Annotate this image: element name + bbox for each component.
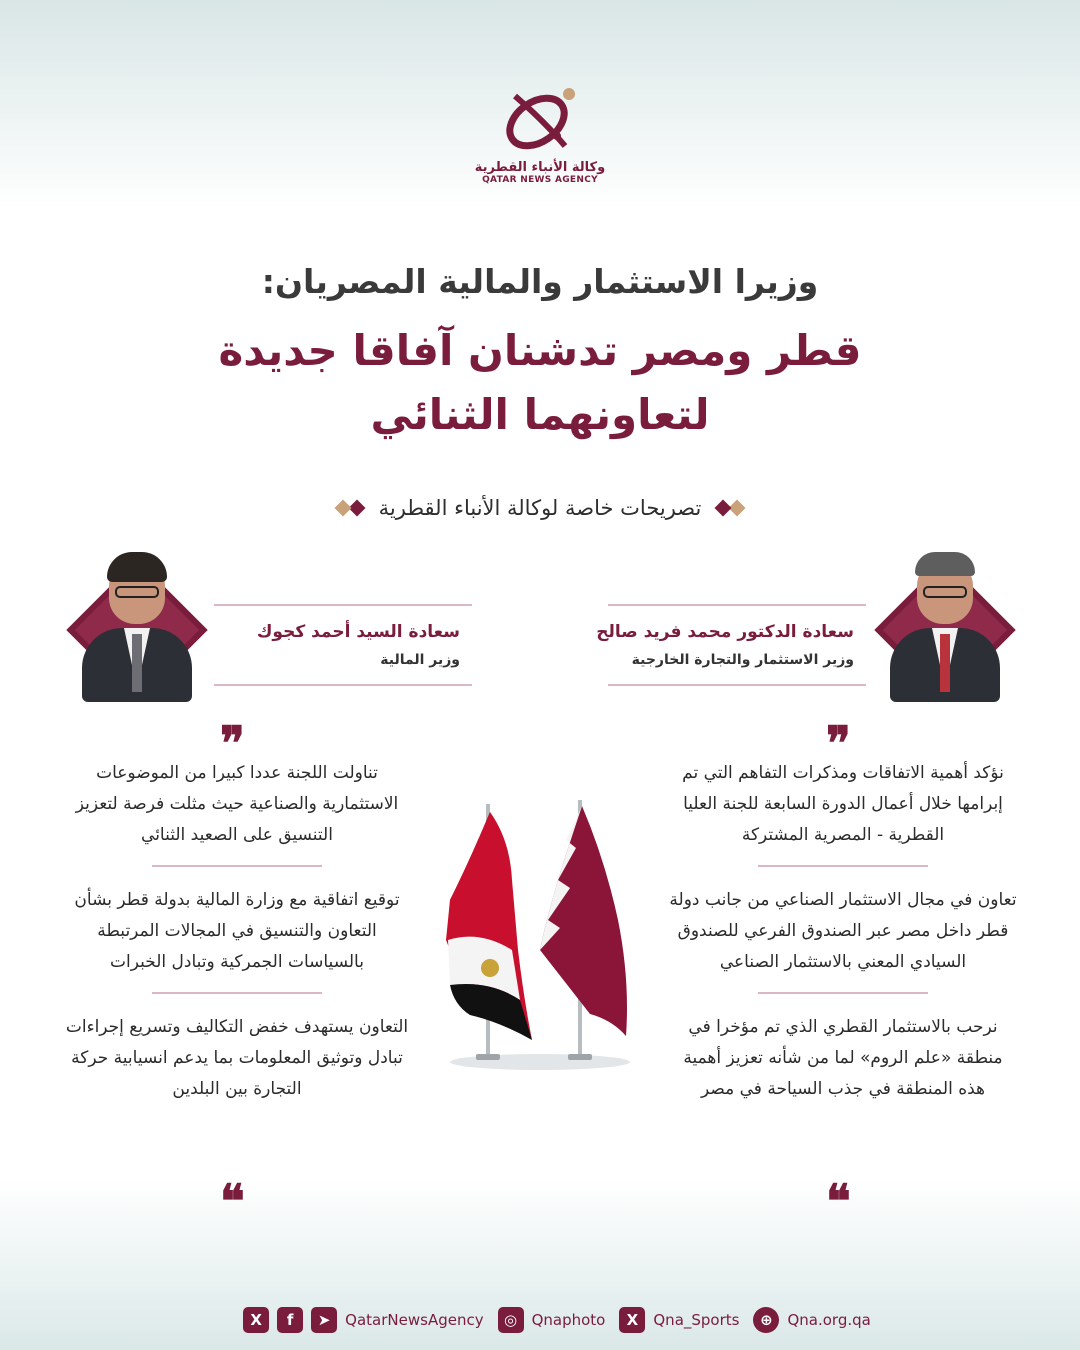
- person-right-namebox: [596, 604, 866, 686]
- facebook-icon[interactable]: f: [277, 1307, 303, 1333]
- website-link[interactable]: Qna.org.qa: [787, 1311, 871, 1329]
- instagram-icon[interactable]: ◎: [498, 1307, 524, 1333]
- statement-right-3: نرحب بالاستثمار القطري الذي تم مؤخرا في منطقة «علم الروم» لما من شأنه تعزيز أهمية هذه المنطقة في جذب السياحة في مصر: [683, 1017, 1003, 1099]
- divider: [152, 992, 322, 994]
- statements-left: [62, 758, 412, 1105]
- flags-illustration: [440, 800, 640, 1080]
- quote-close-right-icon: ❝: [826, 1174, 851, 1228]
- diamond-ornament-left: [337, 502, 363, 514]
- person-left-namebox: [214, 604, 472, 686]
- quote-open-right-icon: ❞: [826, 716, 851, 770]
- headline-main-line1: قطر ومصر تدشنان آفاقا جديدة: [218, 326, 862, 375]
- logo-arabic-name: وكالة الأنباء القطرية: [474, 160, 606, 175]
- person-left-name: سعادة السيد أحمد كجوك: [256, 622, 460, 642]
- quote-open-left-icon: ❞: [220, 716, 245, 770]
- statement-right-1: نؤكد أهمية الاتفاقات ومذكرات التفاهم التي تم إبرامها خلال أعمال الدورة السابعة للجنة العليا القطرية - المصرية المشتركة: [682, 763, 1004, 845]
- social-handle-link[interactable]: QatarNewsAgency: [345, 1311, 484, 1329]
- divider: [152, 865, 322, 867]
- person-left-portrait: [62, 548, 212, 708]
- statement-left-2: توقيع اتفاقية مع وزارة المالية بدولة قطر بشأن التعاون والتنسيق في المجالات المرتبطة بالسياسات الجمركية وتبادل الخبرات: [74, 890, 400, 972]
- person-left-role: وزير المالية: [380, 652, 460, 668]
- person-right-portrait: [870, 548, 1020, 708]
- person-right: [596, 548, 1028, 708]
- diamond-ornament-right: [717, 502, 743, 514]
- headline-sub: وزيرا الاستثمار والمالية المصريان:: [261, 262, 819, 301]
- person-left: [62, 548, 482, 708]
- divider: [758, 992, 928, 994]
- statements-right: [668, 758, 1018, 1105]
- person-right-role: وزير الاستثمار والتجارة الخارجية: [631, 652, 854, 668]
- person-right-name: سعادة الدكتور محمد فريد صالح: [596, 622, 854, 642]
- subtitle-row: [290, 488, 790, 528]
- sports-handle-link[interactable]: Qna_Sports: [653, 1311, 740, 1329]
- x-icon[interactable]: X: [243, 1307, 269, 1333]
- qna-emblem-icon: [495, 82, 585, 158]
- footer-social-bar: [240, 1302, 880, 1338]
- statement-left-1: تناولت اللجنة عددا كبيرا من الموضوعات الاستثمارية والصناعية حيث مثلت فرصة لتعزيز التنسيق على الصعيد الثنائي: [75, 763, 399, 845]
- statement-right-2: تعاون في مجال الاستثمار الصناعي من جانب دولة قطر داخل مصر عبر الصندوق الفرعي للصندوق السيادي المعني بالاستثمار الصناعي: [669, 890, 1017, 972]
- divider: [758, 865, 928, 867]
- subtitle: تصريحات خاصة لوكالة الأنباء القطرية: [378, 496, 702, 520]
- headline-main-line2: لتعاونهما الثنائي: [370, 390, 710, 439]
- qna-logo: [470, 82, 610, 202]
- telegram-icon[interactable]: ➤: [311, 1307, 337, 1333]
- logo-english-name: QATAR NEWS AGENCY: [482, 175, 598, 185]
- photo-handle-link[interactable]: Qnaphoto: [531, 1311, 606, 1329]
- globe-icon[interactable]: ⊕: [753, 1307, 779, 1333]
- statement-left-3: التعاون يستهدف خفض التكاليف وتسريع إجراءات تبادل وتوثيق المعلومات بما يدعم انسيابية حركة التجارة بين البلدين: [65, 1017, 409, 1099]
- x-sports-icon[interactable]: X: [619, 1307, 645, 1333]
- quote-close-left-icon: ❝: [220, 1174, 245, 1228]
